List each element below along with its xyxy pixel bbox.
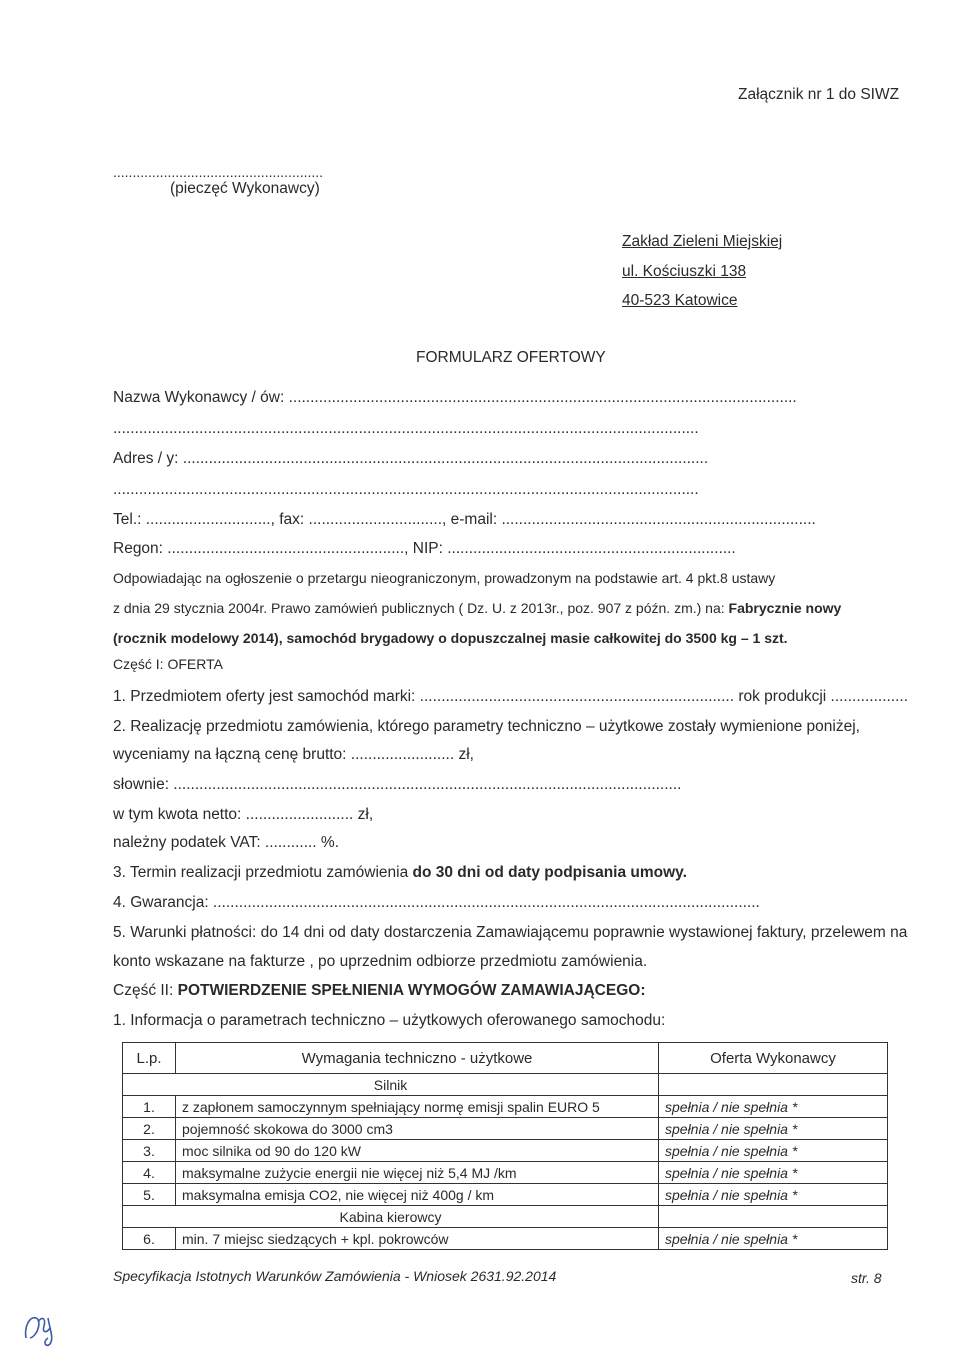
- contact-field[interactable]: Tel.: ............................., fax: ..............................., e-mail: .........................................................................: [113, 511, 816, 528]
- stamp-label: (pieczęć Wykonawcy): [170, 180, 320, 197]
- offer-item-5-line-2: konto wskazane na fakturze , po uprzednim odbiorze przedmiotu zamówienia.: [113, 953, 648, 970]
- row-offer-option[interactable]: spełnia / nie spełnia *: [659, 1096, 888, 1118]
- offer-item-3-deadline: do 30 dni od daty podpisania umowy.: [412, 864, 687, 881]
- row-number: 1.: [123, 1096, 176, 1118]
- page-number: str. 8: [851, 1270, 882, 1286]
- row-number: 2.: [123, 1118, 176, 1140]
- row-number: 4.: [123, 1162, 176, 1184]
- table-row: [123, 1162, 888, 1184]
- address-field[interactable]: Adres / y: ..........................................................................................................................: [113, 450, 709, 467]
- section-engine-blank: [659, 1074, 888, 1096]
- offer-item-5-line-1: 5. Warunki płatności: do 14 dni od daty dostarczenia Zamawiającemu poprawnie wystawionej faktury, przelewem na: [113, 924, 908, 941]
- row-requirement: min. 7 miejsc siedzących + kpl. pokrowców: [176, 1228, 659, 1250]
- row-requirement: pojemność skokowa do 3000 cm3: [176, 1118, 659, 1140]
- contractor-name-continuation[interactable]: ........................................................................................................................................: [113, 420, 699, 437]
- table-row: [123, 1096, 888, 1118]
- offer-item-3-text: 3. Termin realizacji przedmiotu zamówienia: [113, 864, 413, 881]
- part2-heading-prefix: Część II:: [113, 982, 178, 999]
- offer-item-2-line-1: 2. Realizację przedmiotu zamówienia, którego parametry techniczno – użytkowe zostały wymienione poniżej,: [113, 718, 860, 735]
- footer-spec: Specyfikacja Istotnych Warunków Zamówienia - Wniosek 2631.92.2014: [113, 1268, 557, 1284]
- form-title: FORMULARZ OFERTOWY: [416, 349, 606, 366]
- section-cabin-blank: [659, 1206, 888, 1228]
- section-row-cabin: [123, 1206, 888, 1228]
- address-continuation[interactable]: ........................................................................................................................................: [113, 481, 699, 498]
- header-offer: Oferta Wykonawcy: [659, 1043, 888, 1074]
- price-in-words-field[interactable]: słownie: ......................................................................................................................: [113, 776, 682, 793]
- intro-subject-bold: Fabrycznie nowy: [728, 600, 842, 616]
- part2-heading-title: POTWIERDZENIE SPEŁNIENIA WYMOGÓW ZAMAWIAJĄCEGO:: [177, 982, 646, 999]
- section-engine: Silnik: [123, 1074, 659, 1096]
- intro-line-2: [113, 600, 888, 616]
- warranty-field[interactable]: 4. Gwarancja: ...............................................................................................................................: [113, 894, 760, 911]
- stamp-dots: ......................................................: [113, 164, 324, 180]
- row-requirement: maksymalne zużycie energii nie więcej niż 5,4 MJ /km: [176, 1162, 659, 1184]
- row-number: 5.: [123, 1184, 176, 1206]
- part1-heading-prefix: Część I:: [113, 656, 168, 672]
- header-requirements: Wymagania techniczno - użytkowe: [176, 1043, 659, 1074]
- row-requirement: z zapłonem samoczynnym spełniający normę emisji spalin EURO 5: [176, 1096, 659, 1118]
- section-cabin: Kabina kierowcy: [123, 1206, 659, 1228]
- recipient-line-1: Zakład Zieleni Miejskiej: [622, 233, 783, 250]
- header-lp: L.p.: [123, 1043, 176, 1074]
- recipient-line-3: 40-523 Katowice: [622, 292, 738, 309]
- regon-nip-field[interactable]: Regon: ......................................................., NIP: ...................................................................: [113, 540, 736, 557]
- part1-heading-title: OFERTA: [167, 656, 223, 672]
- contractor-name-field[interactable]: Nazwa Wykonawcy / ów: ......................................................................................................................: [113, 389, 797, 406]
- table-row: [123, 1184, 888, 1206]
- table-header-row: [123, 1043, 888, 1074]
- row-number: 6.: [123, 1228, 176, 1250]
- row-requirement: moc silnika od 90 do 120 kW: [176, 1140, 659, 1162]
- part1-heading: [113, 656, 223, 672]
- row-requirement: maksymalna emisja CO2, nie więcej niż 400g / km: [176, 1184, 659, 1206]
- part2-item-1: 1. Informacja o parametrach techniczno – użytkowych oferowanego samochodu:: [113, 1012, 666, 1029]
- intro-line-2-text: z dnia 29 stycznia 2004r. Prawo zamówień publicznych ( Dz. U. z 2013r., poz. 907 z późn. zm.) na:: [113, 600, 729, 616]
- vat-field[interactable]: należny podatek VAT: ............ %.: [113, 834, 340, 851]
- row-offer-option[interactable]: spełnia / nie spełnia *: [659, 1162, 888, 1184]
- row-offer-option[interactable]: spełnia / nie spełnia *: [659, 1140, 888, 1162]
- row-number: 3.: [123, 1140, 176, 1162]
- intro-line-3: (rocznik modelowy 2014), samochód brygadowy o dopuszczalnej masie całkowitej do 3500 kg – 1 szt.: [113, 630, 788, 646]
- row-offer-option[interactable]: spełnia / nie spełnia *: [659, 1228, 888, 1250]
- recipient-line-2: ul. Kościuszki 138: [622, 263, 747, 280]
- requirements-table: [122, 1042, 888, 1250]
- section-row-engine: [123, 1074, 888, 1096]
- table-row: [123, 1228, 888, 1250]
- row-offer-option[interactable]: spełnia / nie spełnia *: [659, 1118, 888, 1140]
- handwritten-initials-icon: [20, 1308, 64, 1348]
- offer-item-2-price[interactable]: wyceniamy na łączną cenę brutto: ........................ zł,: [113, 746, 474, 763]
- part2-heading: [113, 982, 645, 1000]
- table-row: [123, 1140, 888, 1162]
- table-row: [123, 1118, 888, 1140]
- offer-item-3: [113, 864, 687, 882]
- net-amount-field[interactable]: w tym kwota netto: ......................... zł,: [113, 806, 374, 823]
- row-offer-option[interactable]: spełnia / nie spełnia *: [659, 1184, 888, 1206]
- annex-label: Załącznik nr 1 do SIWZ: [738, 86, 900, 103]
- offer-item-1[interactable]: 1. Przedmiotem oferty jest samochód marki: ......................................................................... rok produkcji ..................: [113, 688, 909, 705]
- intro-line-1: Odpowiadając na ogłoszenie o przetargu nieograniczonym, prowadzonym na podstawie art. 4 pkt.8 ustawy: [113, 570, 776, 586]
